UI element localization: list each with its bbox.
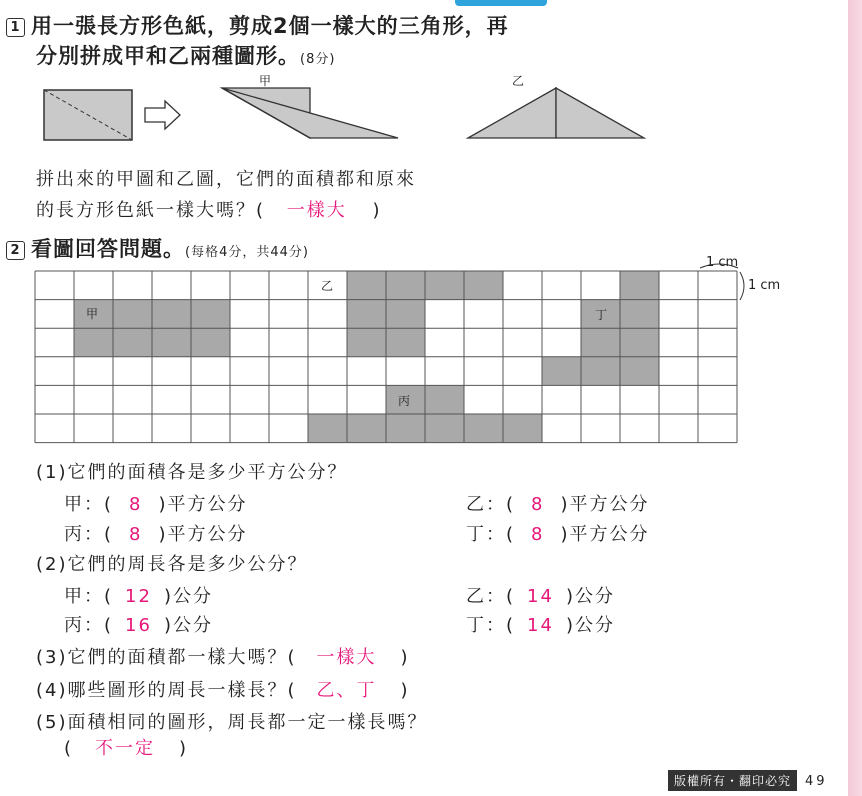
sub2-question: (2)它們的周長各是多少公分？ (36, 554, 308, 575)
sub2-bing (64, 611, 213, 637)
sub5-prefix: ( (64, 738, 74, 759)
sub4-question: (4)哪些圖形的周長一樣長？( (36, 680, 297, 701)
sub2-jia (64, 582, 213, 608)
sub3-suffix: ) (400, 647, 410, 668)
q2-number: 2 (6, 241, 25, 260)
grid-cell-shaded (425, 414, 464, 443)
copyright-badge: 版權所有・翻印必究 (668, 770, 797, 791)
grid-cell-shaded (620, 328, 659, 357)
grid-cell-shaded (503, 414, 542, 443)
grid-cell-shaded (542, 357, 581, 386)
sub3-question: (3)它們的面積都一樣大嗎？( (36, 647, 297, 668)
q1-answer: 一樣大 (286, 200, 347, 221)
grid-cell-shaded (347, 271, 386, 300)
label-yi: 乙 (512, 74, 525, 88)
sub5-answer: 不一定 (95, 738, 156, 759)
grid-cell-shaded (347, 414, 386, 443)
sub4 (36, 676, 410, 702)
grid-cell-shaded (191, 328, 230, 357)
grid-cell-shaded (425, 271, 464, 300)
sub1-yi (466, 490, 650, 516)
page-edge-strip (848, 0, 862, 796)
sub3-answer: 一樣大 (316, 647, 377, 668)
sub1-jia (64, 490, 248, 516)
q2-points: (每格4分，共44分) (185, 245, 309, 260)
grid-cell-shaded (152, 328, 191, 357)
sub1-jia-suffix: )平方公分 (158, 494, 248, 515)
sub1-bing-prefix: 丙：( (64, 524, 114, 545)
grid-cell-shaded (620, 300, 659, 329)
sub2-bing-suffix: )公分 (163, 615, 213, 636)
grid-cell-shaded (464, 414, 503, 443)
shape-label-yi: 乙 (321, 279, 334, 293)
sub2-yi (466, 582, 615, 608)
shape-label-ding: 丁 (595, 308, 608, 322)
unit-label-right: 1 cm (748, 278, 781, 293)
sub1-yi-prefix: 乙：( (466, 494, 516, 515)
grid-cell-shaded (386, 328, 425, 357)
grid-cell-shaded (152, 300, 191, 329)
sub1-jia-answer: 8 (129, 494, 143, 515)
label-jia: 甲 (259, 74, 272, 88)
grid-cell-shaded (386, 414, 425, 443)
sub2-bing-answer: 16 (125, 615, 152, 636)
q1-text1: 拼出來的甲圖和乙圖，它們的面積都和原來 (36, 169, 416, 190)
unit-brace-right (740, 272, 744, 300)
grid-cell-shaded (347, 300, 386, 329)
grid-cell-shaded (581, 357, 620, 386)
grid-cell-shaded (191, 300, 230, 329)
q1-text2-after: ) (372, 200, 382, 221)
grid-cell-shaded (620, 271, 659, 300)
sub1-ding-suffix: )平方公分 (560, 524, 650, 545)
unit-label-top: 1 cm (706, 255, 739, 270)
sub1-ding (466, 520, 650, 546)
sub2-ding-answer: 14 (527, 615, 554, 636)
q1-number: 1 (6, 18, 25, 37)
sub1-bing-answer: 8 (129, 524, 143, 545)
q1-text-line2: 分別拼成甲和乙兩種圖形。 (36, 44, 300, 68)
grid-cell-shaded (113, 300, 152, 329)
sub1-yi-answer: 8 (531, 494, 545, 515)
sub4-suffix: ) (400, 680, 410, 701)
q1-points: (8分) (300, 52, 336, 67)
grid-cell-shaded (386, 271, 425, 300)
sub2-yi-answer: 14 (527, 586, 554, 607)
grid-cell-shaded (425, 385, 464, 414)
sub2-ding-suffix: )公分 (565, 615, 615, 636)
q2-title: 看圖回答問題。 (31, 237, 185, 261)
grid-cell-shaded (347, 328, 386, 357)
shape-label-jia: 甲 (86, 307, 99, 321)
sub1-yi-suffix: )平方公分 (560, 494, 650, 515)
shape-label-bing: 丙 (398, 394, 411, 408)
sub1-question: (1)它們的面積各是多少平方公分？ (36, 462, 348, 483)
sub5-question: (5)面積相同的圖形，周長都一定一樣長嗎？ (36, 712, 428, 733)
sub1-bing-suffix: )平方公分 (158, 524, 248, 545)
sub2-yi-suffix: )公分 (565, 586, 615, 607)
sub2-ding (466, 611, 615, 637)
grid-cell-shaded (581, 328, 620, 357)
sub2-ding-prefix: 丁：( (466, 615, 516, 636)
sub5-answer-line (64, 734, 188, 760)
grid-cell-shaded (308, 414, 347, 443)
grid-cell-shaded (620, 357, 659, 386)
q1-text-line1: 用一張長方形色紙，剪成2個一樣大的三角形，再 (31, 14, 509, 38)
sub2-yi-prefix: 乙：( (466, 586, 516, 607)
sub3 (36, 643, 410, 669)
grid-cell-shaded (464, 271, 503, 300)
sub2-jia-prefix: 甲：( (64, 586, 114, 607)
sub2-jia-suffix: )公分 (163, 586, 213, 607)
sub1-ding-prefix: 丁：( (466, 524, 516, 545)
grid-cell-shaded (74, 328, 113, 357)
q1-text2-before: 的長方形色紙一樣大嗎？( (36, 200, 266, 221)
sub1-bing (64, 520, 248, 546)
sub2-jia-answer: 12 (125, 586, 152, 607)
grid-cell-shaded (113, 328, 152, 357)
sub2-bing-prefix: 丙：( (64, 615, 114, 636)
sub4-answer: 乙、丁 (316, 680, 377, 701)
page-number: 49 (805, 774, 828, 789)
grid-cell-shaded (386, 300, 425, 329)
sub1-jia-prefix: 甲：( (64, 494, 114, 515)
footer (668, 770, 828, 791)
sub1-ding-answer: 8 (531, 524, 545, 545)
sub5-suffix: ) (179, 738, 189, 759)
